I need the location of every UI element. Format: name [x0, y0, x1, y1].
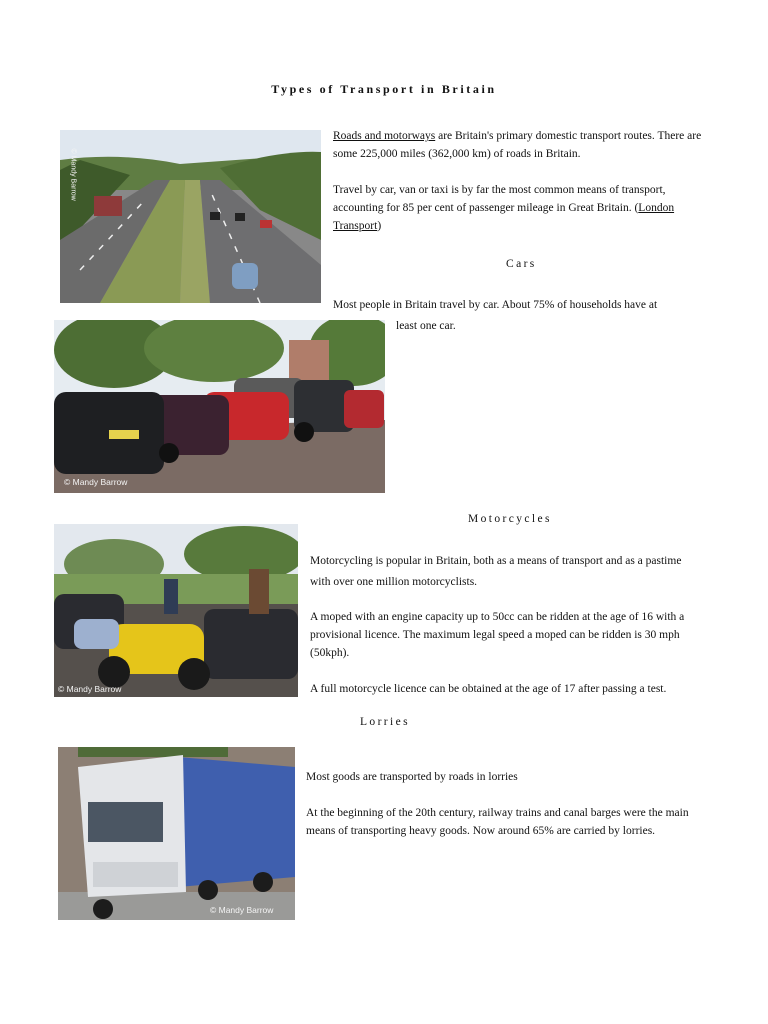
travel-paragraph — [333, 181, 713, 235]
page-title: Types of Transport in Britain — [271, 82, 497, 96]
motorcycles-paragraph-2: A moped with an engine capacity up to 50cc can be ridden at the age of 16 with a provisional licence. The maximum legal speed a moped can be ridden is 30 mph (50kph). — [310, 611, 685, 659]
motorcycles-paragraph-1: Motorcycling is popular in Britain, both as a means of transport and as a pastime with over one million motorcyclists. — [310, 555, 682, 588]
car-park-photo — [54, 320, 385, 493]
cars-paragraph-continued: least one car. — [396, 320, 456, 332]
lorries-paragraph-2: At the beginning of the 20th century, railway trains and canal barges were the main means of transporting heavy goods. Now around 65% are carried by lorries. — [306, 807, 689, 837]
photo-credit: © Mandy Barrow — [64, 477, 128, 487]
motorcycles-paragraph-3: A full motorcycle licence can be obtained at the age of 17 after passing a test. — [310, 683, 667, 695]
motorcycles-photo — [54, 524, 298, 697]
travel-open-paren: ( — [634, 202, 639, 214]
travel-text: Travel by car, van or taxi is by far the most common means of transport, accounting for 85 per cent of passenger mileage in Great Britain. — [333, 184, 666, 214]
photo-credit-vertical: © Mandy Barrow — [69, 148, 77, 201]
motorcycles-heading: Motorcycles — [468, 513, 552, 525]
roads-paragraph — [333, 127, 713, 163]
london-transport-link[interactable]: London Transport — [333, 202, 675, 232]
roads-and-motorways-link[interactable]: Roads and motorways — [333, 130, 436, 142]
photo-credit: © Mandy Barrow — [58, 684, 122, 694]
photo-credit: © Mandy Barrow — [210, 905, 274, 915]
roads-text: are Britain's primary domestic transport routes. There are some 225,000 miles (362,000 km) of roads in Britain. — [333, 130, 702, 160]
travel-close-paren: ) — [377, 220, 382, 232]
motorway-photo — [60, 130, 321, 303]
lorries-paragraph-1: Most goods are transported by roads in lorries — [306, 771, 518, 783]
lorry-photo — [58, 747, 295, 920]
cars-paragraph: Most people in Britain travel by car. About 75% of households have at — [333, 299, 658, 311]
lorries-heading: Lorries — [360, 716, 411, 728]
cars-heading: Cars — [506, 258, 537, 270]
